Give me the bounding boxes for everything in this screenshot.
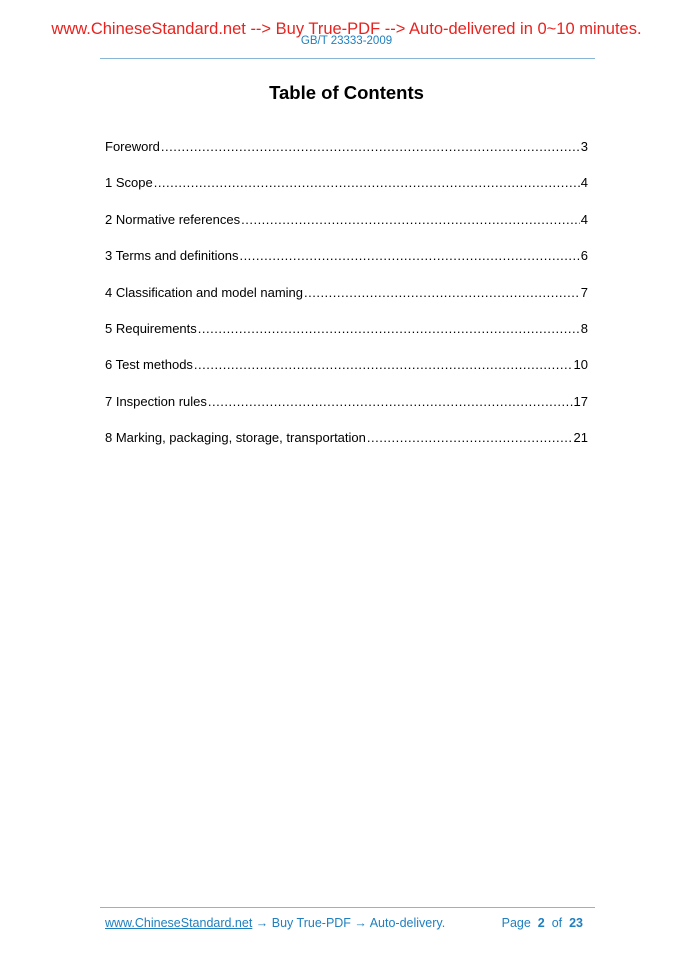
page-word: Page (501, 916, 531, 930)
toc-entry-test-methods[interactable] (105, 357, 588, 393)
footer-promo-text: → Buy True-PDF → Auto-delivery. (252, 916, 446, 930)
toc-entry-requirements[interactable] (105, 321, 588, 357)
header-divider (100, 58, 595, 59)
toc-leader-dots (239, 248, 579, 264)
toc-leader-dots (161, 139, 580, 155)
footer-divider (100, 907, 595, 908)
toc-entry-label: 6 Test methods (105, 357, 193, 373)
total-pages-number: 23 (569, 916, 583, 930)
toc-entry-marking-packaging[interactable] (105, 430, 588, 466)
promo-banner[interactable]: www.ChineseStandard.net --> Buy True-PDF --> Auto-delivered in 0~10 minutes. (51, 20, 642, 38)
toc-entry-page: 21 (573, 430, 588, 446)
document-code: GB/T 23333-2009 (300, 35, 393, 47)
toc-entry-label: 4 Classification and model naming (105, 284, 303, 300)
page-title: Table of Contents (269, 82, 424, 103)
toc-leader-dots (304, 285, 580, 301)
toc-entry-page: 8 (580, 320, 588, 336)
toc-entry-inspection-rules[interactable] (105, 394, 588, 430)
toc-leader-dots (154, 175, 580, 191)
toc-entry-terms-and-definitions[interactable] (105, 248, 588, 284)
current-page-number: 2 (537, 916, 545, 930)
footer-promo (105, 916, 445, 931)
toc-leader-dots (208, 394, 573, 410)
toc-entry-label: 3 Terms and definitions (105, 248, 239, 264)
toc-entry-page: 6 (580, 248, 588, 264)
toc-entry-scope[interactable] (105, 175, 588, 211)
toc-entry-label: Foreword (105, 139, 160, 154)
of-word: of (551, 916, 563, 930)
toc-entry-page: 4 (580, 211, 588, 227)
toc-entry-label: 2 Normative references (105, 211, 241, 227)
toc-entry-page: 4 (580, 175, 588, 191)
table-of-contents (105, 139, 588, 467)
toc-entry-label: 5 Requirements (105, 320, 197, 336)
toc-entry-label: 7 Inspection rules (105, 393, 207, 409)
toc-entry-normative-references[interactable] (105, 212, 588, 248)
toc-entry-label: 8 Marking, packaging, storage, transportation (105, 430, 366, 446)
toc-entry-page: 17 (573, 393, 588, 409)
toc-entry-page: 10 (573, 357, 588, 373)
footer-website-link[interactable]: www.ChineseStandard.net (105, 916, 253, 930)
toc-leader-dots (241, 212, 580, 228)
toc-entry-classification[interactable] (105, 285, 588, 321)
toc-entry-page: 7 (580, 284, 588, 300)
toc-entry-page: 3 (580, 139, 588, 154)
toc-leader-dots (367, 430, 573, 446)
toc-entry-label: 1 Scope (105, 175, 153, 191)
toc-leader-dots (194, 357, 573, 373)
toc-entry-foreword[interactable] (105, 139, 588, 175)
page-counter (502, 916, 583, 931)
toc-leader-dots (198, 321, 580, 337)
